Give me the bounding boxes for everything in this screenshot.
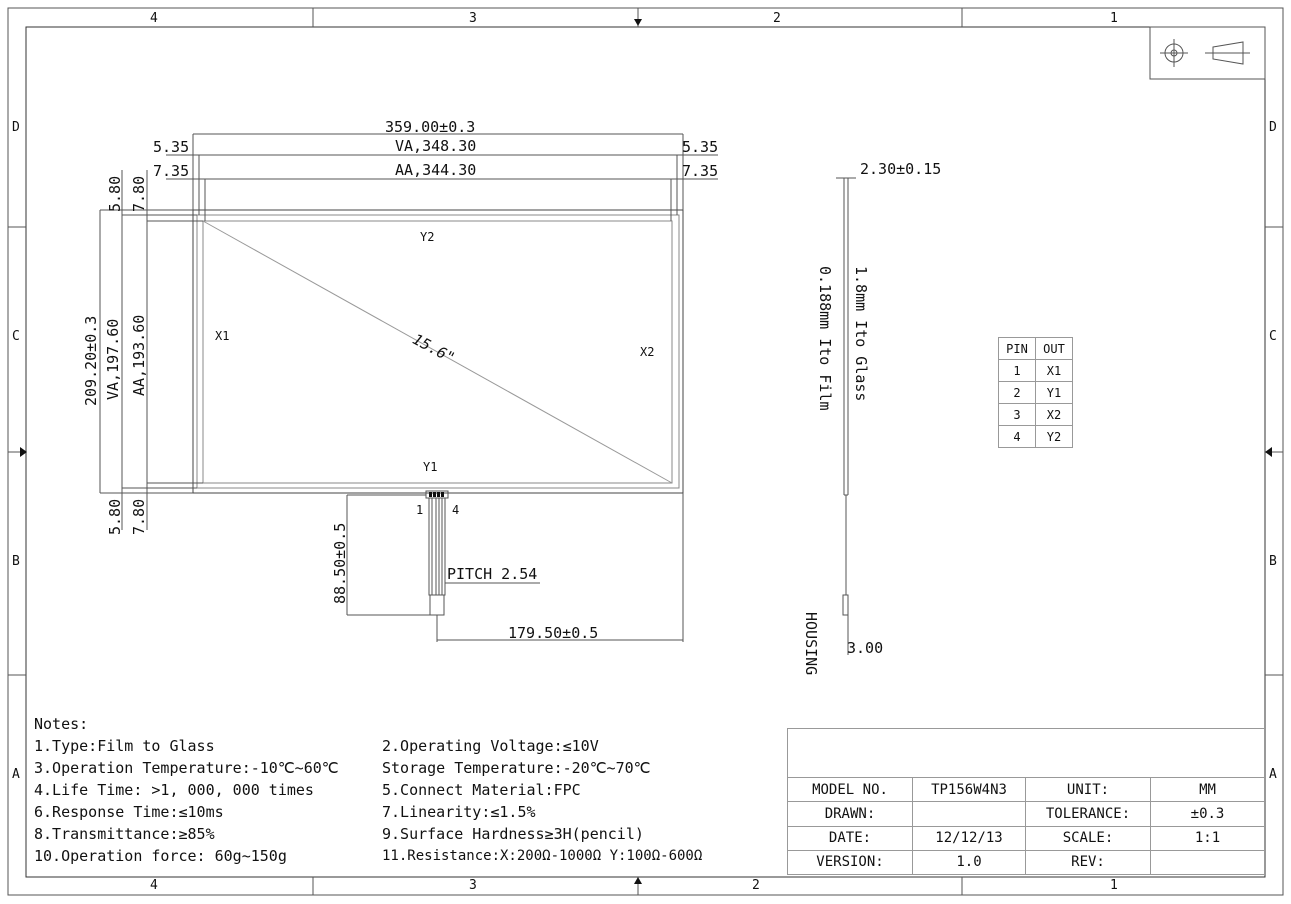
note-item: 11.Resistance:X:200Ω-1000Ω Y:100Ω-600Ω (382, 848, 703, 864)
pin-table (998, 337, 1073, 448)
dim-top-580: 5.80 (106, 175, 124, 212)
scale-value: 1:1 (1151, 826, 1265, 850)
pin-table-cell: X1 (1036, 360, 1073, 382)
unit-label: UNIT: (1026, 778, 1151, 802)
zone-left-a: A (12, 767, 20, 782)
zone-bottom-4: 4 (150, 878, 158, 893)
label-x2: X2 (640, 345, 655, 359)
note-item: 6.Response Time:≤10ms (34, 803, 224, 821)
pin-table-cell: 3 (999, 404, 1036, 426)
dim-top-780: 7.80 (130, 175, 148, 212)
version-value: 1.0 (913, 850, 1026, 874)
rev-value (1151, 850, 1265, 874)
scale-label: SCALE: (1026, 826, 1151, 850)
zone-left-b: B (12, 554, 20, 569)
dim-va-width: VA,348.30 (395, 137, 477, 155)
zone-bottom-2: 2 (752, 878, 760, 893)
title-block (787, 728, 1265, 875)
note-item: 10.Operation force: 60g~150g (34, 847, 287, 865)
note-item: 2.Operating Voltage:≤10V (382, 737, 599, 755)
label-pin-4: 4 (452, 503, 460, 517)
tolerance-value: ±0.3 (1151, 802, 1265, 826)
dim-left-535: 5.35 (153, 138, 190, 156)
dim-left-735: 7.35 (153, 162, 190, 180)
note-item: 4.Life Time: >1, 000, 000 times (34, 781, 314, 799)
label-diagonal: 15.6" (409, 330, 458, 368)
label-ito-film: 0.188mm Ito Film (816, 266, 834, 411)
label-pin-1: 1 (416, 503, 424, 517)
pin-table-header-out: OUT (1036, 338, 1073, 360)
note-item: 9.Surface Hardness≥3H(pencil) (382, 825, 644, 843)
label-y2: Y2 (420, 230, 435, 244)
model-label: MODEL NO. (788, 778, 913, 802)
pin-table-cell: Y1 (1036, 382, 1073, 404)
zone-left-c: C (12, 329, 20, 344)
dim-overall-width: 359.00±0.3 (385, 118, 476, 136)
note-item: 7.Linearity:≤1.5% (382, 803, 536, 821)
label-y1: Y1 (423, 460, 438, 474)
note-item: 5.Connect Material:FPC (382, 781, 581, 799)
dim-aa-height: AA,193.60 (130, 314, 148, 396)
zone-right-a: A (1269, 767, 1277, 782)
date-label: DATE: (788, 826, 913, 850)
dim-bottom-780: 7.80 (130, 498, 148, 535)
title-block-header (788, 729, 1265, 778)
dim-right-535: 5.35 (682, 138, 719, 156)
pin-table-cell: Y2 (1036, 426, 1073, 448)
zone-bottom-3: 3 (469, 878, 477, 893)
zone-bottom-1: 1 (1110, 878, 1118, 893)
dim-bottom-580: 5.80 (106, 498, 124, 535)
zone-top-4: 4 (150, 11, 158, 26)
pin-table-cell: X2 (1036, 404, 1073, 426)
dim-tail-offset: 179.50±0.5 (508, 624, 599, 642)
dim-pitch: PITCH 2.54 (447, 565, 538, 583)
version-label: VERSION: (788, 850, 913, 874)
pin-table-cell: 4 (999, 426, 1036, 448)
drawn-label: DRAWN: (788, 802, 913, 826)
label-housing: HOUSING (802, 612, 820, 676)
unit-value: MM (1151, 778, 1265, 802)
note-item: 3.Operation Temperature:-10℃~60℃ (34, 759, 339, 777)
zone-right-b: B (1269, 554, 1277, 569)
model-value: TP156W4N3 (913, 778, 1026, 802)
dim-va-height: VA,197.60 (104, 318, 122, 400)
pin-table-header-pin: PIN (999, 338, 1036, 360)
zone-left-d: D (12, 120, 20, 135)
label-x1: X1 (215, 329, 230, 343)
pin-table-cell: 2 (999, 382, 1036, 404)
notes-block (34, 713, 702, 867)
dim-tail-length: 88.50±0.5 (331, 522, 349, 604)
notes-title: Notes: (34, 715, 89, 733)
zone-top-2: 2 (773, 11, 781, 26)
note-item: Storage Temperature:-20℃~70℃ (382, 759, 651, 777)
dim-thickness: 2.30±0.15 (860, 160, 942, 178)
dim-housing: 3.00 (847, 639, 884, 657)
pin-table-cell: 1 (999, 360, 1036, 382)
dim-right-735: 7.35 (682, 162, 719, 180)
date-value: 12/12/13 (913, 826, 1026, 850)
note-item: 8.Transmittance:≥85% (34, 825, 215, 843)
dim-overall-height: 209.20±0.3 (82, 315, 100, 406)
zone-top-3: 3 (469, 11, 477, 26)
zone-top-1: 1 (1110, 11, 1118, 26)
note-item: 1.Type:Film to Glass (34, 737, 215, 755)
label-ito-glass: 1.8mm Ito Glass (852, 266, 870, 402)
zone-right-d: D (1269, 120, 1277, 135)
tolerance-label: TOLERANCE: (1026, 802, 1151, 826)
zone-right-c: C (1269, 329, 1277, 344)
dim-aa-width: AA,344.30 (395, 161, 477, 179)
drawn-value (913, 802, 1026, 826)
rev-label: REV: (1026, 850, 1151, 874)
